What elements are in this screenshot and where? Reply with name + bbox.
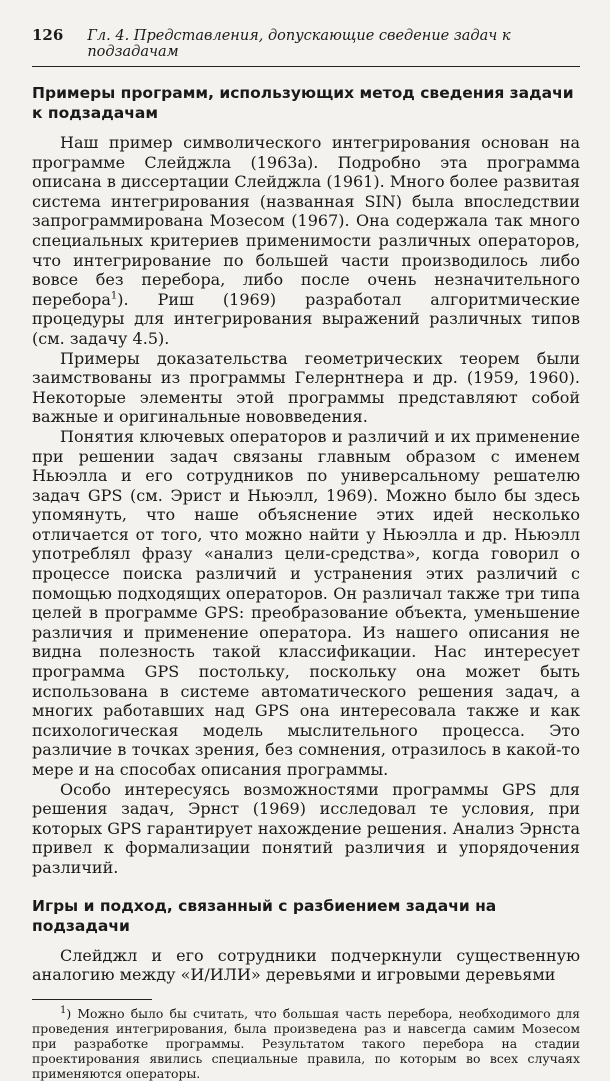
section-heading-games: Игры и подход, связанный с разбиением задачи на подзадачи bbox=[32, 896, 497, 935]
paragraph-ernst: Особо интересуясь возможностями программы GPS для решения задач, Эрнст (1969) исследовал те условия, при которых GPS гарантирует нахождение решения. Анализ Эрнста привел к формализации понятий различия и упорядочения различий. bbox=[32, 779, 580, 877]
page-number: 126 bbox=[32, 26, 64, 44]
footnote-mark: 1 bbox=[110, 290, 118, 302]
paragraph-games: Слейджл и его сотрудники подчеркнули существенную аналогию между «И/ИЛИ» деревьями и игровыми деревьями bbox=[32, 945, 580, 985]
paragraph-text-tail: ). Риш (1969) разработал алгоритмические процедуры для интегрирования выражений различных типов (см. задачу 4.5). bbox=[32, 289, 580, 348]
running-title: Гл. 4. Представления, допускающие сведение задач к подзадачам bbox=[87, 28, 511, 60]
running-header bbox=[32, 26, 580, 67]
footnote bbox=[32, 1006, 580, 1081]
footnote-number: 1 bbox=[60, 1004, 67, 1016]
footnote-text: ) Можно было бы считать, что большая часть перебора, необходимого для проведения интегрирования, была произведена раз и навсегда самим Мозесом при разработке программы. Результатом такого перебора на стадии проектирования явились специальные правила, по которым во всех случаях применяются операторы. bbox=[32, 1005, 580, 1081]
paragraph-gps: Понятия ключевых операторов и различий и их применение при решении задач связаны главным образом с именем Ньюэлла и его сотрудников по универсальному решателю задач GPS (см. Эрист и Ньюэлл, 1969). Можно было бы здесь упомянуть, что наше объяснение этих идей несколько отличается от того, что можно найти у Ньюэлла и др. Ньюэлл употреблял фразу «анализ цели-средства», когда говорил о процессе поиска различий и устранения этих различий с помощью подходящих операторов. Он различал также три типа целей в программе GPS: преобразование объекта, уменьшение различия и применение оператора. Из нашего описания не видна полезность такой классификации. Нас интересует программа GPS постольку, поскольку она может быть использована в системе автоматического решения задач, а многих работавших над GPS она интересовала также и как психологическая модель мыслительного процесса. Это различие в точках зрения, без сомнения, отразилось в какой-то мере и на способах описания программы. bbox=[32, 426, 580, 779]
paragraph-text: Наш пример символического интегрирования основан на программе Слейджла (1963а). Подробно эта программа описана в диссертации Слейджла (1961). Много более развитая система интегрирования (названная SIN) была впоследствии запрограммирована Мозесом (1967). Она содержала так много специальных критериев применимости различных операторов, что интегрирование по большей части производилось либо вовсе без перебора, либо после очень незначительного перебора bbox=[32, 133, 580, 309]
section-heading-programs: Примеры программ, использующих метод сведения задачи к подзадачам bbox=[32, 84, 574, 122]
paragraph-integration bbox=[32, 133, 580, 349]
paragraph-geometry: Примеры доказательства геометрических теорем были заимствованы из программы Гелернтнера и др. (1959, 1960). Некоторые элементы этой программы представляют собой важные и оригинальные нововведения. bbox=[32, 348, 580, 427]
